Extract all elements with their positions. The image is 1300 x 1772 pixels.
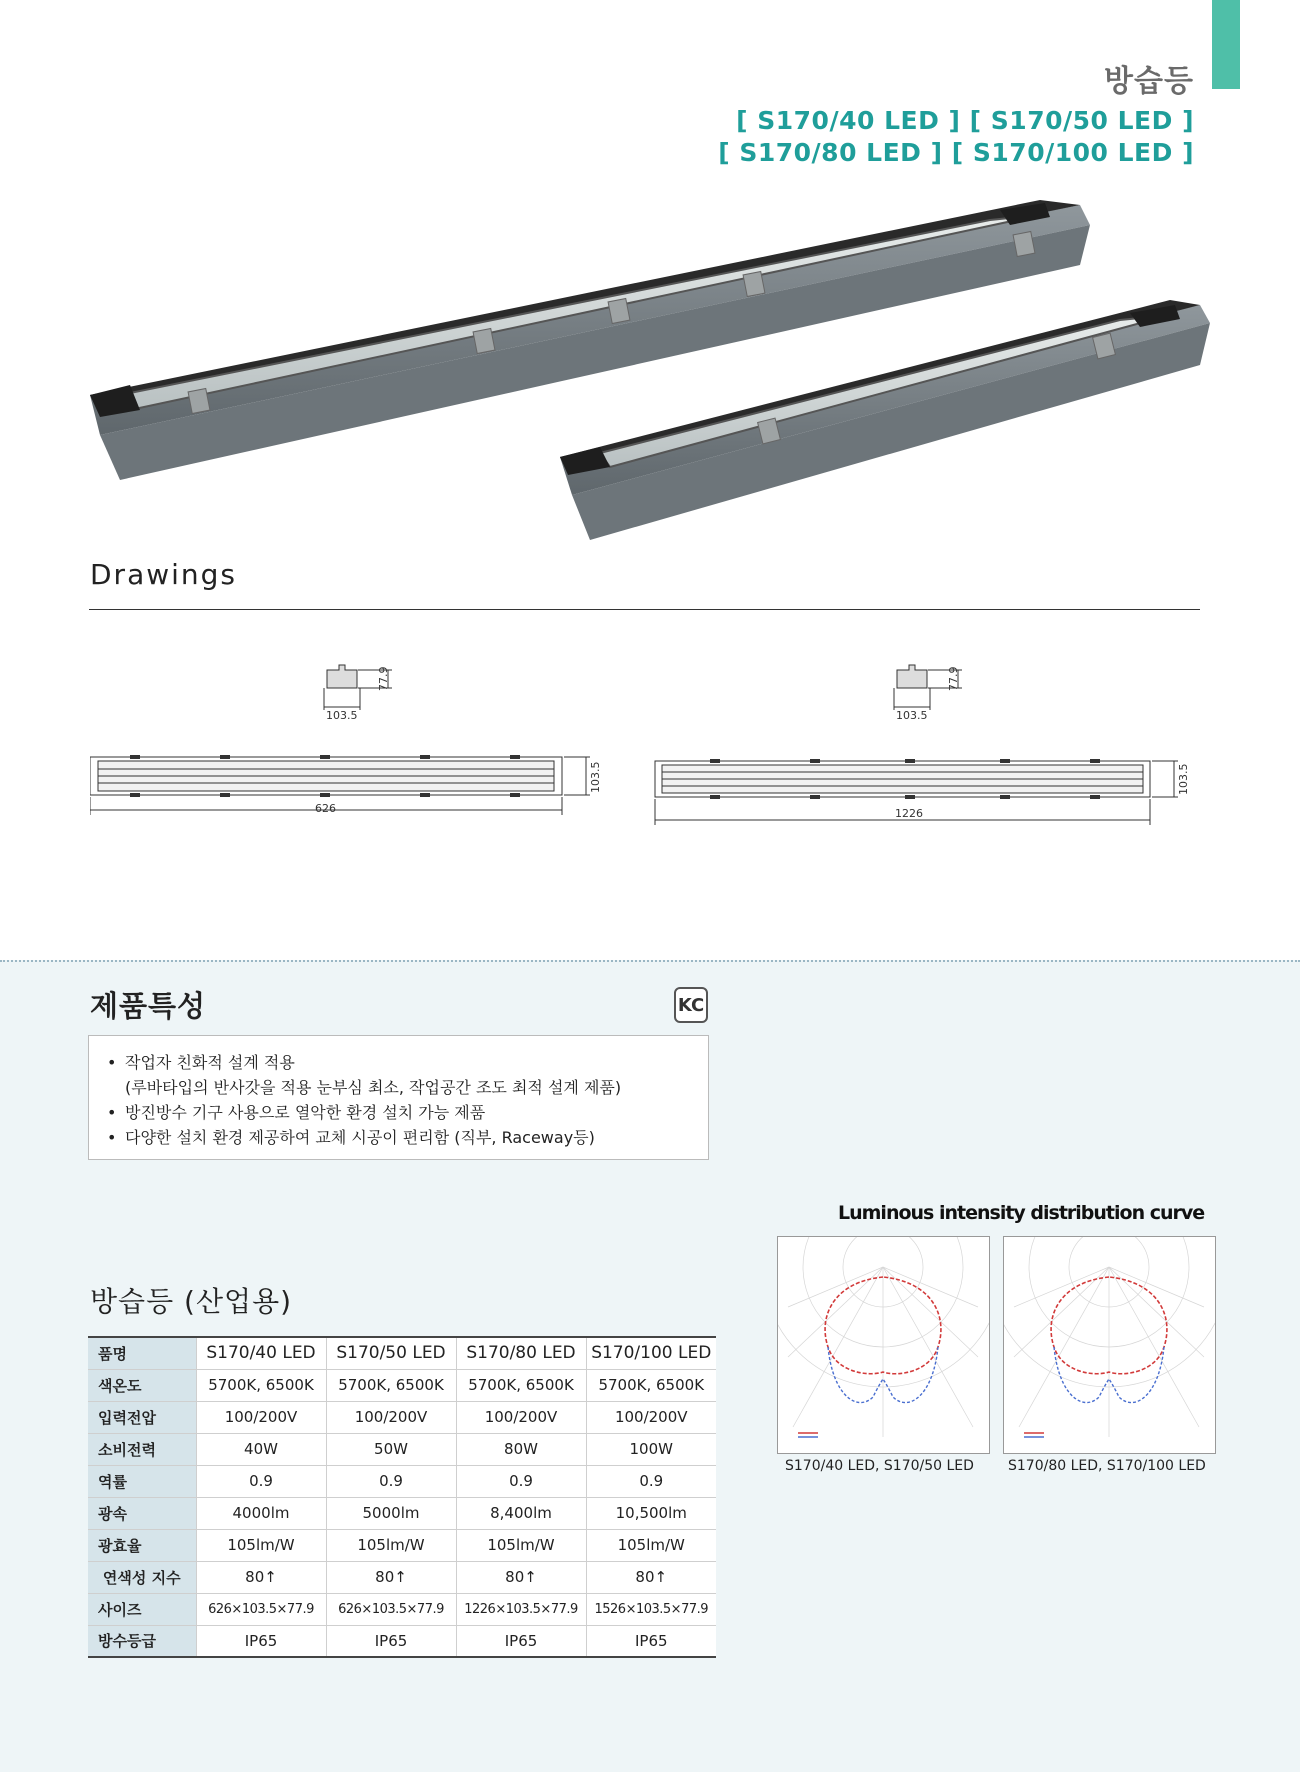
table-cell: 105lm/W <box>196 1529 326 1561</box>
category-title: 방습등 <box>1104 64 1194 99</box>
table-cell: 100/200V <box>456 1401 586 1433</box>
row-label: 연색성 지수 <box>88 1561 196 1593</box>
technical-drawing <box>90 655 1200 835</box>
table-cell: 0.9 <box>456 1465 586 1497</box>
table-cell: 100/200V <box>196 1401 326 1433</box>
table-cell: 0.9 <box>326 1465 456 1497</box>
table-cell: IP65 <box>326 1625 456 1657</box>
model-line-2: [ S170/80 LED ] [ S170/100 LED ] <box>718 138 1194 167</box>
row-label: 소비전력 <box>88 1433 196 1465</box>
row-label: 품명 <box>88 1337 196 1369</box>
table-cell: IP65 <box>586 1625 716 1657</box>
page-header <box>718 56 1194 168</box>
short-height: 103.5 <box>589 761 602 793</box>
short-end-height: 77.9 <box>377 666 390 691</box>
polar-chart-1 <box>778 1237 989 1453</box>
feature-item: (루바타입의 반사갓을 적용 눈부심 최소, 작업공간 조도 최적 설계 제품) <box>125 1078 622 1097</box>
table-cell: 80W <box>456 1433 586 1465</box>
table-cell: 100W <box>586 1433 716 1465</box>
table-row <box>88 1529 716 1561</box>
table-cell: 5700K, 6500K <box>326 1369 456 1401</box>
table-cell: 626×103.5×77.9 <box>326 1593 456 1625</box>
table-row <box>88 1433 716 1465</box>
table-cell: 80↑ <box>586 1561 716 1593</box>
long-end-width: 103.5 <box>896 709 928 722</box>
row-label: 역률 <box>88 1465 196 1497</box>
table-row <box>88 1401 716 1433</box>
polar-chart-2 <box>1004 1237 1215 1453</box>
model-header: S170/80 LED <box>456 1337 586 1369</box>
table-cell: 4000lm <box>196 1497 326 1529</box>
table-cell: 105lm/W <box>326 1529 456 1561</box>
row-label: 색온도 <box>88 1369 196 1401</box>
table-cell: 1526×103.5×77.9 <box>586 1593 716 1625</box>
table-cell: 105lm/W <box>586 1529 716 1561</box>
table-cell: 5700K, 6500K <box>196 1369 326 1401</box>
long-end-height: 77.9 <box>947 666 960 691</box>
table-cell: 5000lm <box>326 1497 456 1529</box>
table-row <box>88 1497 716 1529</box>
features-title: 제품특성 <box>90 989 207 1023</box>
table-row <box>88 1337 716 1369</box>
model-header: S170/100 LED <box>586 1337 716 1369</box>
drawings-divider <box>89 609 1200 610</box>
table-row <box>88 1465 716 1497</box>
table-cell: IP65 <box>196 1625 326 1657</box>
table-cell: 1226×103.5×77.9 <box>456 1593 586 1625</box>
kc-cert-icon: KC <box>674 987 708 1023</box>
table-row <box>88 1625 716 1657</box>
table-row <box>88 1593 716 1625</box>
distribution-curve-2 <box>1003 1236 1216 1454</box>
curve-caption-2: S170/80 LED, S170/100 LED <box>1008 1458 1206 1474</box>
table-cell: 8,400lm <box>456 1497 586 1529</box>
table-cell: 0.9 <box>586 1465 716 1497</box>
table-cell: 105lm/W <box>456 1529 586 1561</box>
table-cell: 5700K, 6500K <box>586 1369 716 1401</box>
table-cell: 100/200V <box>326 1401 456 1433</box>
row-label: 광효율 <box>88 1529 196 1561</box>
table-cell: 40W <box>196 1433 326 1465</box>
row-label: 사이즈 <box>88 1593 196 1625</box>
table-cell: 100/200V <box>586 1401 716 1433</box>
short-side-view <box>90 757 590 815</box>
model-line-1: [ S170/40 LED ] [ S170/50 LED ] <box>736 106 1194 135</box>
feature-list <box>88 1035 709 1160</box>
feature-item: • 작업자 친화적 설계 적용 <box>107 1053 295 1072</box>
accent-tab <box>1212 0 1240 89</box>
curve-title: Luminous intensity distribution curve <box>838 1202 1205 1224</box>
model-header: S170/40 LED <box>196 1337 326 1369</box>
row-label: 입력전압 <box>88 1401 196 1433</box>
table-cell: 80↑ <box>326 1561 456 1593</box>
product-photo <box>80 195 1230 555</box>
table-cell: 0.9 <box>196 1465 326 1497</box>
short-length: 626 <box>315 802 336 815</box>
feature-item: • 다양한 설치 환경 제공하여 교체 시공이 편리함 (직부, Raceway등) <box>107 1128 595 1147</box>
drawings-title: Drawings <box>90 558 238 591</box>
curve-caption-1: S170/40 LED, S170/50 LED <box>785 1458 974 1474</box>
spec-table <box>88 1336 716 1658</box>
feature-item: • 방진방수 기구 사용으로 열악한 환경 설치 가능 제품 <box>107 1103 486 1122</box>
row-label: 방수등급 <box>88 1625 196 1657</box>
table-cell: 80↑ <box>196 1561 326 1593</box>
table-row <box>88 1369 716 1401</box>
short-end-width: 103.5 <box>326 709 358 722</box>
table-cell: 10,500lm <box>586 1497 716 1529</box>
table-cell: IP65 <box>456 1625 586 1657</box>
table-cell: 50W <box>326 1433 456 1465</box>
table-cell: 5700K, 6500K <box>456 1369 586 1401</box>
specs-title: 방습등 (산업용) <box>90 1285 293 1318</box>
table-row <box>88 1561 716 1593</box>
distribution-curve-1 <box>777 1236 990 1454</box>
table-cell: 626×103.5×77.9 <box>196 1593 326 1625</box>
model-header: S170/50 LED <box>326 1337 456 1369</box>
table-cell: 80↑ <box>456 1561 586 1593</box>
long-height: 103.5 <box>1177 763 1190 795</box>
row-label: 광속 <box>88 1497 196 1529</box>
long-length: 1226 <box>895 807 923 820</box>
